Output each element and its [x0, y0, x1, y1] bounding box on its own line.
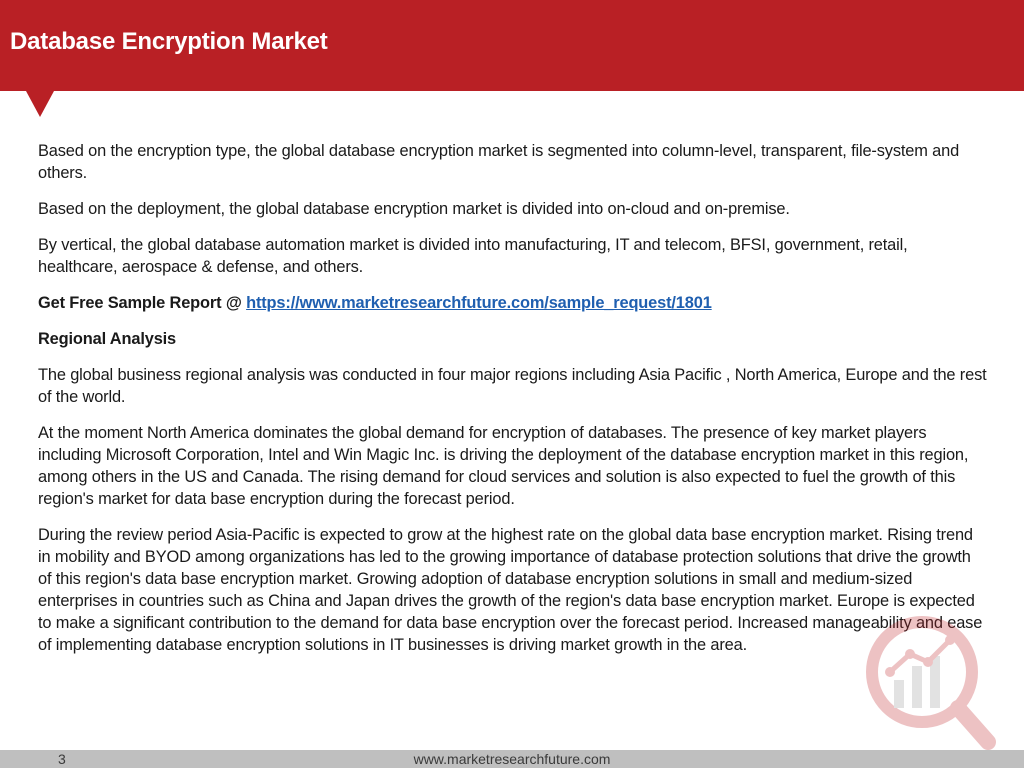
- paragraph-regional: The global business regional analysis was conducted in four major regions including Asia Pacific , North America, Europe and the rest of the world.: [38, 366, 987, 406]
- sample-report-label: Get Free Sample Report @: [38, 294, 247, 312]
- paragraph-vertical: By vertical, the global database automation market is divided into manufacturing, IT and telecom, BFSI, government, retail, healthcare, aerospace & defense, and others.: [38, 236, 908, 276]
- paragraph-deployment: Based on the deployment, the global database encryption market is divided into on-cloud and on-premise.: [38, 200, 790, 218]
- paragraph-north-america: At the moment North America dominates the global demand for encryption of databases. The presence of key market players including Microsoft Corporation, Intel and Win Magic Inc. is driving the deployment of the database encryption market in this region, among others in the US and Canada. The rising demand for cloud services and solution is also expected to fuel the growth of this region's market for data base encryption during the forecast period.: [38, 424, 969, 508]
- slide-body: [38, 140, 988, 670]
- footer-url: www.marketresearchfuture.com: [413, 751, 611, 767]
- sample-report-line: [38, 292, 988, 314]
- slide-header: [0, 0, 1024, 91]
- analytics-logo-icon: [860, 610, 1000, 760]
- regional-analysis-heading: Regional Analysis: [38, 330, 177, 348]
- slide-footer: [0, 750, 1024, 768]
- header-notch: [26, 91, 54, 117]
- paragraph-encryption-type: Based on the encryption type, the global database encryption market is segmented into column-level, transparent, file-system and others.: [38, 142, 960, 182]
- sample-report-link[interactable]: https://www.marketresearchfuture.com/sample_request/1801: [246, 294, 712, 312]
- slide-title: Database Encryption Market: [10, 28, 328, 55]
- paragraph-asia-pacific: During the review period Asia-Pacific is expected to grow at the highest rate on the global data base encryption market. Rising trend in mobility and BYOD among organizations has led to the growing importance of database protection solutions that drive the growth of this region's data base encryption market. Growing adoption of database encryption solutions in small and medium-sized enterprises in countries such as China and Japan drives the growth of the region's data base encryption market. Europe is expected to make a significant contribution to the demand for data base encryption over the forecast period. Increased manageability and ease of implementing database encryption solutions in IT businesses is driving market growth in the area.: [38, 526, 983, 654]
- page-number: 3: [58, 751, 66, 767]
